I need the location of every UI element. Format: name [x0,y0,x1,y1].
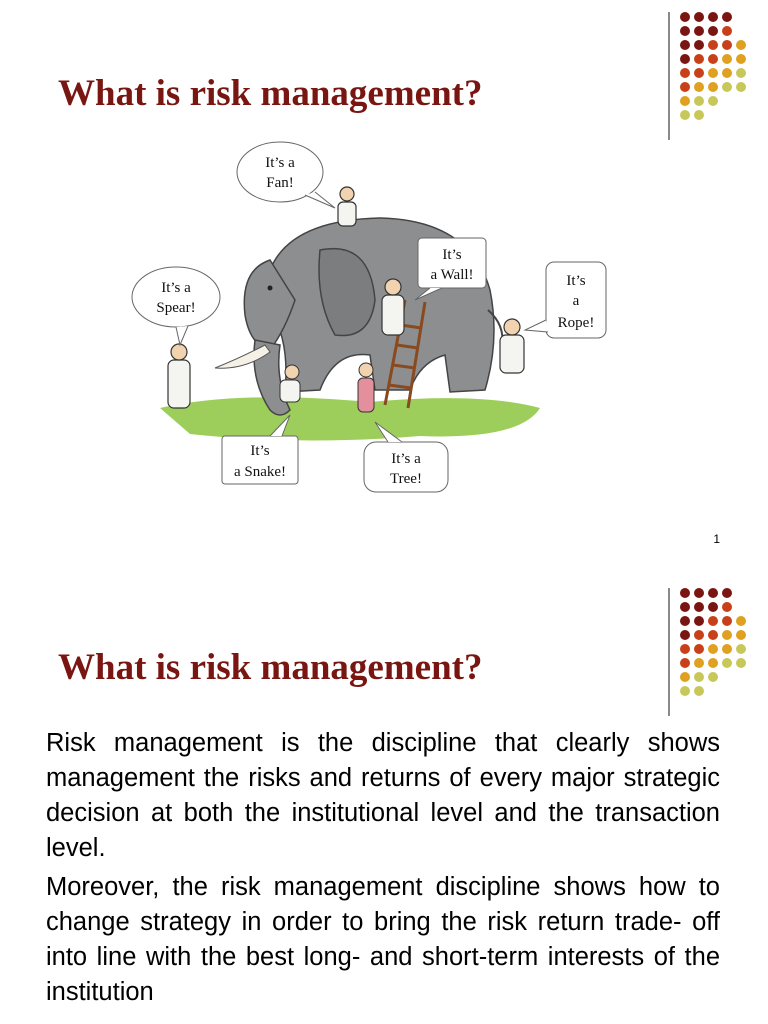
decorative-dot [722,616,732,626]
decorative-dot [680,40,690,50]
decorative-dot [694,12,704,22]
bubble-spear [132,267,220,345]
decorative-dot [680,644,690,654]
bubble-fan-line-2: Fan! [266,175,294,191]
bubble-fan [237,142,335,208]
bubble-tree-line-2: Tree! [390,471,422,487]
title-divider-line [668,588,670,716]
slide-2-body [46,726,720,1014]
bubble-snake-line-1: It’s [250,443,270,459]
decorative-dot [694,658,704,668]
decorative-dot [694,68,704,78]
decorative-dot [708,630,718,640]
decorative-dot [708,644,718,654]
decorative-dot [680,96,690,106]
bubble-rope-line-3: Rope! [557,315,595,331]
decorative-dot [736,658,746,668]
bubble-spear-line-2: Spear! [156,300,196,316]
decorative-dot [736,630,746,640]
decorative-dot [694,588,704,598]
decorative-dot [708,588,718,598]
decorative-dot [708,96,718,106]
decorative-dot [708,616,718,626]
decorative-dot [722,54,732,64]
decorative-dot [680,588,690,598]
decorative-dot [680,110,690,120]
bubble-rope-line-1: It’s [566,273,586,289]
decorative-dot [722,602,732,612]
decorative-dot [680,54,690,64]
decorative-dot [694,602,704,612]
decorative-dot [694,686,704,696]
decorative-dot [680,616,690,626]
bubble-wall-line-2: a Wall! [430,267,474,283]
paragraph-2: Moreover, the risk management discipline shows how to change strategy in order to bring the risk return trade- off into line with the best long- and short-term interests of the institution [46,873,720,1006]
decorative-dot [694,96,704,106]
decorative-dot [722,26,732,36]
decorative-dot [680,602,690,612]
decorative-dot [680,26,690,36]
decorative-dot [708,658,718,668]
decorative-dot [694,40,704,50]
decorative-dot [680,686,690,696]
decorative-dot [708,12,718,22]
bubble-rope [525,262,606,338]
decorative-dot [694,54,704,64]
decorative-dot [722,82,732,92]
decorative-dot [722,658,732,668]
decorative-dot [680,82,690,92]
decorative-dot [694,110,704,120]
slide-2 [0,560,768,1024]
decorative-dot [722,644,732,654]
slide-2-title: What is risk management? [58,647,483,688]
decorative-dot [736,616,746,626]
decorative-dot [736,68,746,78]
decorative-dot [708,82,718,92]
blind-men-elephant-cartoon [120,140,620,500]
title-divider-line [668,12,670,140]
decorative-dot [694,672,704,682]
decorative-dot [708,68,718,78]
decorative-dot [680,672,690,682]
decorative-dot [722,588,732,598]
paragraph-1: Risk management is the discipline that clearly shows management the risks and returns of every major strategic decision at both the institutional level and the transaction level. [46,729,720,862]
decorative-dot [722,12,732,22]
decorative-dot [736,644,746,654]
bubble-fan-line-1: It’s a [265,155,295,171]
decorative-dot [722,40,732,50]
decorative-dot [722,630,732,640]
bubble-wall-line-1: It’s [442,247,462,263]
decorative-dot [708,602,718,612]
decorative-dot [736,40,746,50]
decorative-dot [694,630,704,640]
decorative-dot [736,82,746,92]
decorative-dot [680,630,690,640]
decorative-dot [694,644,704,654]
decorative-dot [680,68,690,78]
decorative-dot [722,68,732,78]
page-number: 1 [713,532,720,546]
bubble-spear-line-1: It’s a [161,280,191,296]
decorative-dot [694,82,704,92]
decorative-dot [694,616,704,626]
slide-1-title: What is risk management? [58,73,483,114]
decorative-dot [680,658,690,668]
decorative-dot [694,26,704,36]
bubble-rope-line-2: a [572,293,580,309]
decorative-dot [736,54,746,64]
decorative-dot [708,40,718,50]
decorative-dot [680,12,690,22]
bubble-tree-line-1: It’s a [391,451,421,467]
decorative-dot [708,26,718,36]
decorative-dot [708,54,718,64]
bubble-snake-line-2: a Snake! [233,464,287,480]
decorative-dot [708,672,718,682]
